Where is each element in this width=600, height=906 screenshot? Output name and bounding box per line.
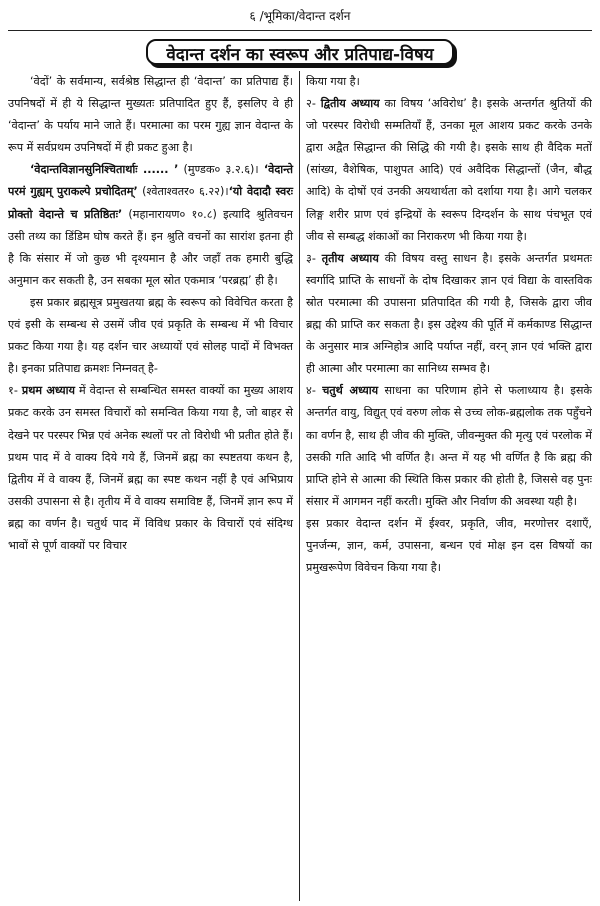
structure-paragraph: इस प्रकार ब्रह्मसूत्र प्रमुखतया ब्रह्म के स्वरूप को विवेचित करता है एवं इसी के सम्बन्ध से उसमें जीव एवं प्रकृति के सम्बन्ध में भी विचार प्रकट किया गया है। यह दर्शन चार अध्यायों एवं सोलह पादों में विभक्त है। इनका प्रतिपाद्य क्रमशः निम्नवत् है- <box>8 295 293 376</box>
chapter-2-number: २- <box>306 97 321 111</box>
chapter-3-text: की विषय वस्तु साधन है। इसके अन्तर्गत प्रथमतः स्वर्गादि प्राप्ति के साधनों के दोष दिखाकर ज्ञान एवं विद्या के वास्तविक स्रोत परमात्मा की उपासना प्रतिपादित की गयी है, जिसके द्वारा जीव ब्रह्म की प्राप्ति कर सकता है। इस उद्देश्य की पूर्ति में कर्मकाण्ड सिद्धान्त के अनुसार मात्र अग्निहोत्र आदि पर्याप्त नहीं, वरन् ज्ञान एवं भक्ति द्वारा ही आत्मा और परमात्मा का सानिध्य सम्भव है। <box>306 251 592 376</box>
chapter-1-text: में वेदान्त से सम्बन्धित समस्त वाक्यों का मुख्य आशय प्रकट करके उन समस्त विचारों को समन्वित किया गया है, जो बाहर से देखने पर परस्पर भिन्न एवं अनेक स्थलों पर तो विरोधी भी प्रतीत होते हैं। प्रथम पाद में वे वाक्य दिये गये हैं, जिनमें ब्रह्म का स्पष्टतया कथन है, द्वितीय में वे वाक्य हैं, जिनमें ब्रह्म का स्पष्ट कथन नहीं है एवं अभिप्राय उसकी उपासना से है। तृतीय में वे वाक्य समाविष्ट हैं, जिनमें ज्ञान रूप में ब्रह्म का वर्णन है। चतुर्थ पाद में विविध प्रकार के विचारों एवं संदिग्ध भावों से पूर्ण वाक्यों पर विचार <box>8 384 293 552</box>
chapter-2-paragraph <box>306 93 592 248</box>
quotes-paragraph <box>8 159 293 292</box>
chapter-2-heading: द्वितीय अध्याय <box>320 97 380 111</box>
conclusion-paragraph: इस प्रकार वेदान्त दर्शन में ईश्वर, प्रकृति, जीव, मरणोत्तर दशाएँ, पुनर्जन्म, ज्ञान, कर्म, उपासना, बन्धन एवं मोक्ष इन दस विषयों का प्रमुखरूपेण विवेचन किया गया है। <box>306 516 592 575</box>
quote-mundaka-ref: (मुण्डक० ३.२.६)। <box>178 163 264 177</box>
title-wrapper <box>8 31 592 65</box>
quote-mundaka: ‘वेदान्तविज्ञानसुनिश्चितार्थाः ...... ’ <box>30 163 179 177</box>
running-header <box>8 0 592 31</box>
chapter-3-heading: तृतीय अध्याय <box>321 251 379 265</box>
right-column <box>300 71 592 901</box>
chapter-4-number: ४- <box>306 384 323 398</box>
quote-mahanarayana: ‘यो वेदादौ स्वरः प्रोक्तो वेदान्ते च प्रतिष्ठितः’ <box>8 185 293 221</box>
running-header-text: ६ /भूमिका/वेदान्त दर्शन <box>249 8 351 23</box>
quote-shvetashvatara: ‘वेदान्ते परमं गुह्यम् पुराकल्पे प्रचोदितम्’ <box>8 163 293 199</box>
left-column <box>8 71 300 901</box>
section-title: वेदान्त दर्शन का स्वरूप और प्रतिपाद्य-विषय <box>146 39 453 65</box>
chapter-1-paragraph <box>8 380 293 557</box>
chapter-1-heading: प्रथम अध्याय <box>21 384 75 398</box>
chapter-3-paragraph <box>306 248 592 381</box>
quote-mahanarayana-ref: (महानारायण० १०.८) इत्यादि श्रुतिवचन उसी तथ्य का डिंडिम घोष करते हैं। इन श्रुति वचनों का सारांश इतना ही है कि संसार में जो कुछ भी दृश्यमान है और जहाँ तक हमारी बुद्धि अनुमान कर सकती है, उन सबका मूल स्रोत एकमात्र ‘परब्रह्म’ ही है। <box>8 207 294 287</box>
text-columns <box>8 71 592 901</box>
chapter-4-paragraph <box>306 380 592 513</box>
continuation-text: किया गया है। <box>306 75 360 88</box>
quote-shvetashvatara-ref: (श्वेताश्वतर० ६.२२)। <box>137 185 229 199</box>
chapter-2-text: का विषय ‘अविरोध’ है। इसके अन्तर्गत श्रुतियों की जो परस्पर विरोधी सम्मतियाँ हैं, उनका मूल आशय प्रकट करके उनके द्वारा अद्वैत सिद्धान्त की सिद्धि की गयी है। इसके साथ ही वैदिक मतों (सांख्य, वैशेषिक, पाशुपत आदि) एवं अवैदिक सिद्धान्तों (जैन, बौद्ध आदि) के दोषों एवं उनकी अयथार्थता को दर्शाया गया है। आगे चलकर लिङ्ग शरीर प्राण एवं इन्द्रियों के स्वरूप दिग्दर्शन के साथ पंचभूत एवं जीव से सम्बद्ध शंकाओं का निराकरण भी किया गया है। <box>306 97 592 243</box>
intro-paragraph: ‘वेदों’ के सर्वमान्य, सर्वश्रेष्ठ सिद्धान्त ही ‘वेदान्त’ का प्रतिपाद्य हैं। उपनिषदों में ही ये सिद्धान्त मुख्यतः प्रतिपादित हुए हैं, इसलिए वे ही ‘वेदान्त’ के पर्याय माने जाते हैं। परमात्मा का परम गुह्य ज्ञान वेदान्त के रूप में सर्वप्रथम उपनिषदों में ही प्रकट हुआ है। <box>8 75 293 155</box>
chapter-4-heading: चतुर्थ अध्याय <box>322 384 379 398</box>
chapter-1-number: १- <box>8 384 22 398</box>
chapter-3-number: ३- <box>306 251 322 265</box>
chapter-4-text: साधना का परिणाम होने से फलाध्याय है। इसके अन्तर्गत वायु, विद्युत् एवं वरुण लोक से उच्च लोक-ब्रह्मलोक तक पहुँचने का वर्णन है, साथ ही जीव की मुक्ति, जीवन्मुक्त की मृत्यु एवं परलोक में उसकी गति आदि भी वर्णित है। अन्त में यह भी वर्णित है कि ब्रह्म की प्राप्ति होने से आत्मा की स्थिति किस प्रकार की होती है, जिससे वह पुनः संसार में आगमन नहीं करती। मुक्ति और निर्वाण की अवस्था यही है। <box>306 384 592 508</box>
